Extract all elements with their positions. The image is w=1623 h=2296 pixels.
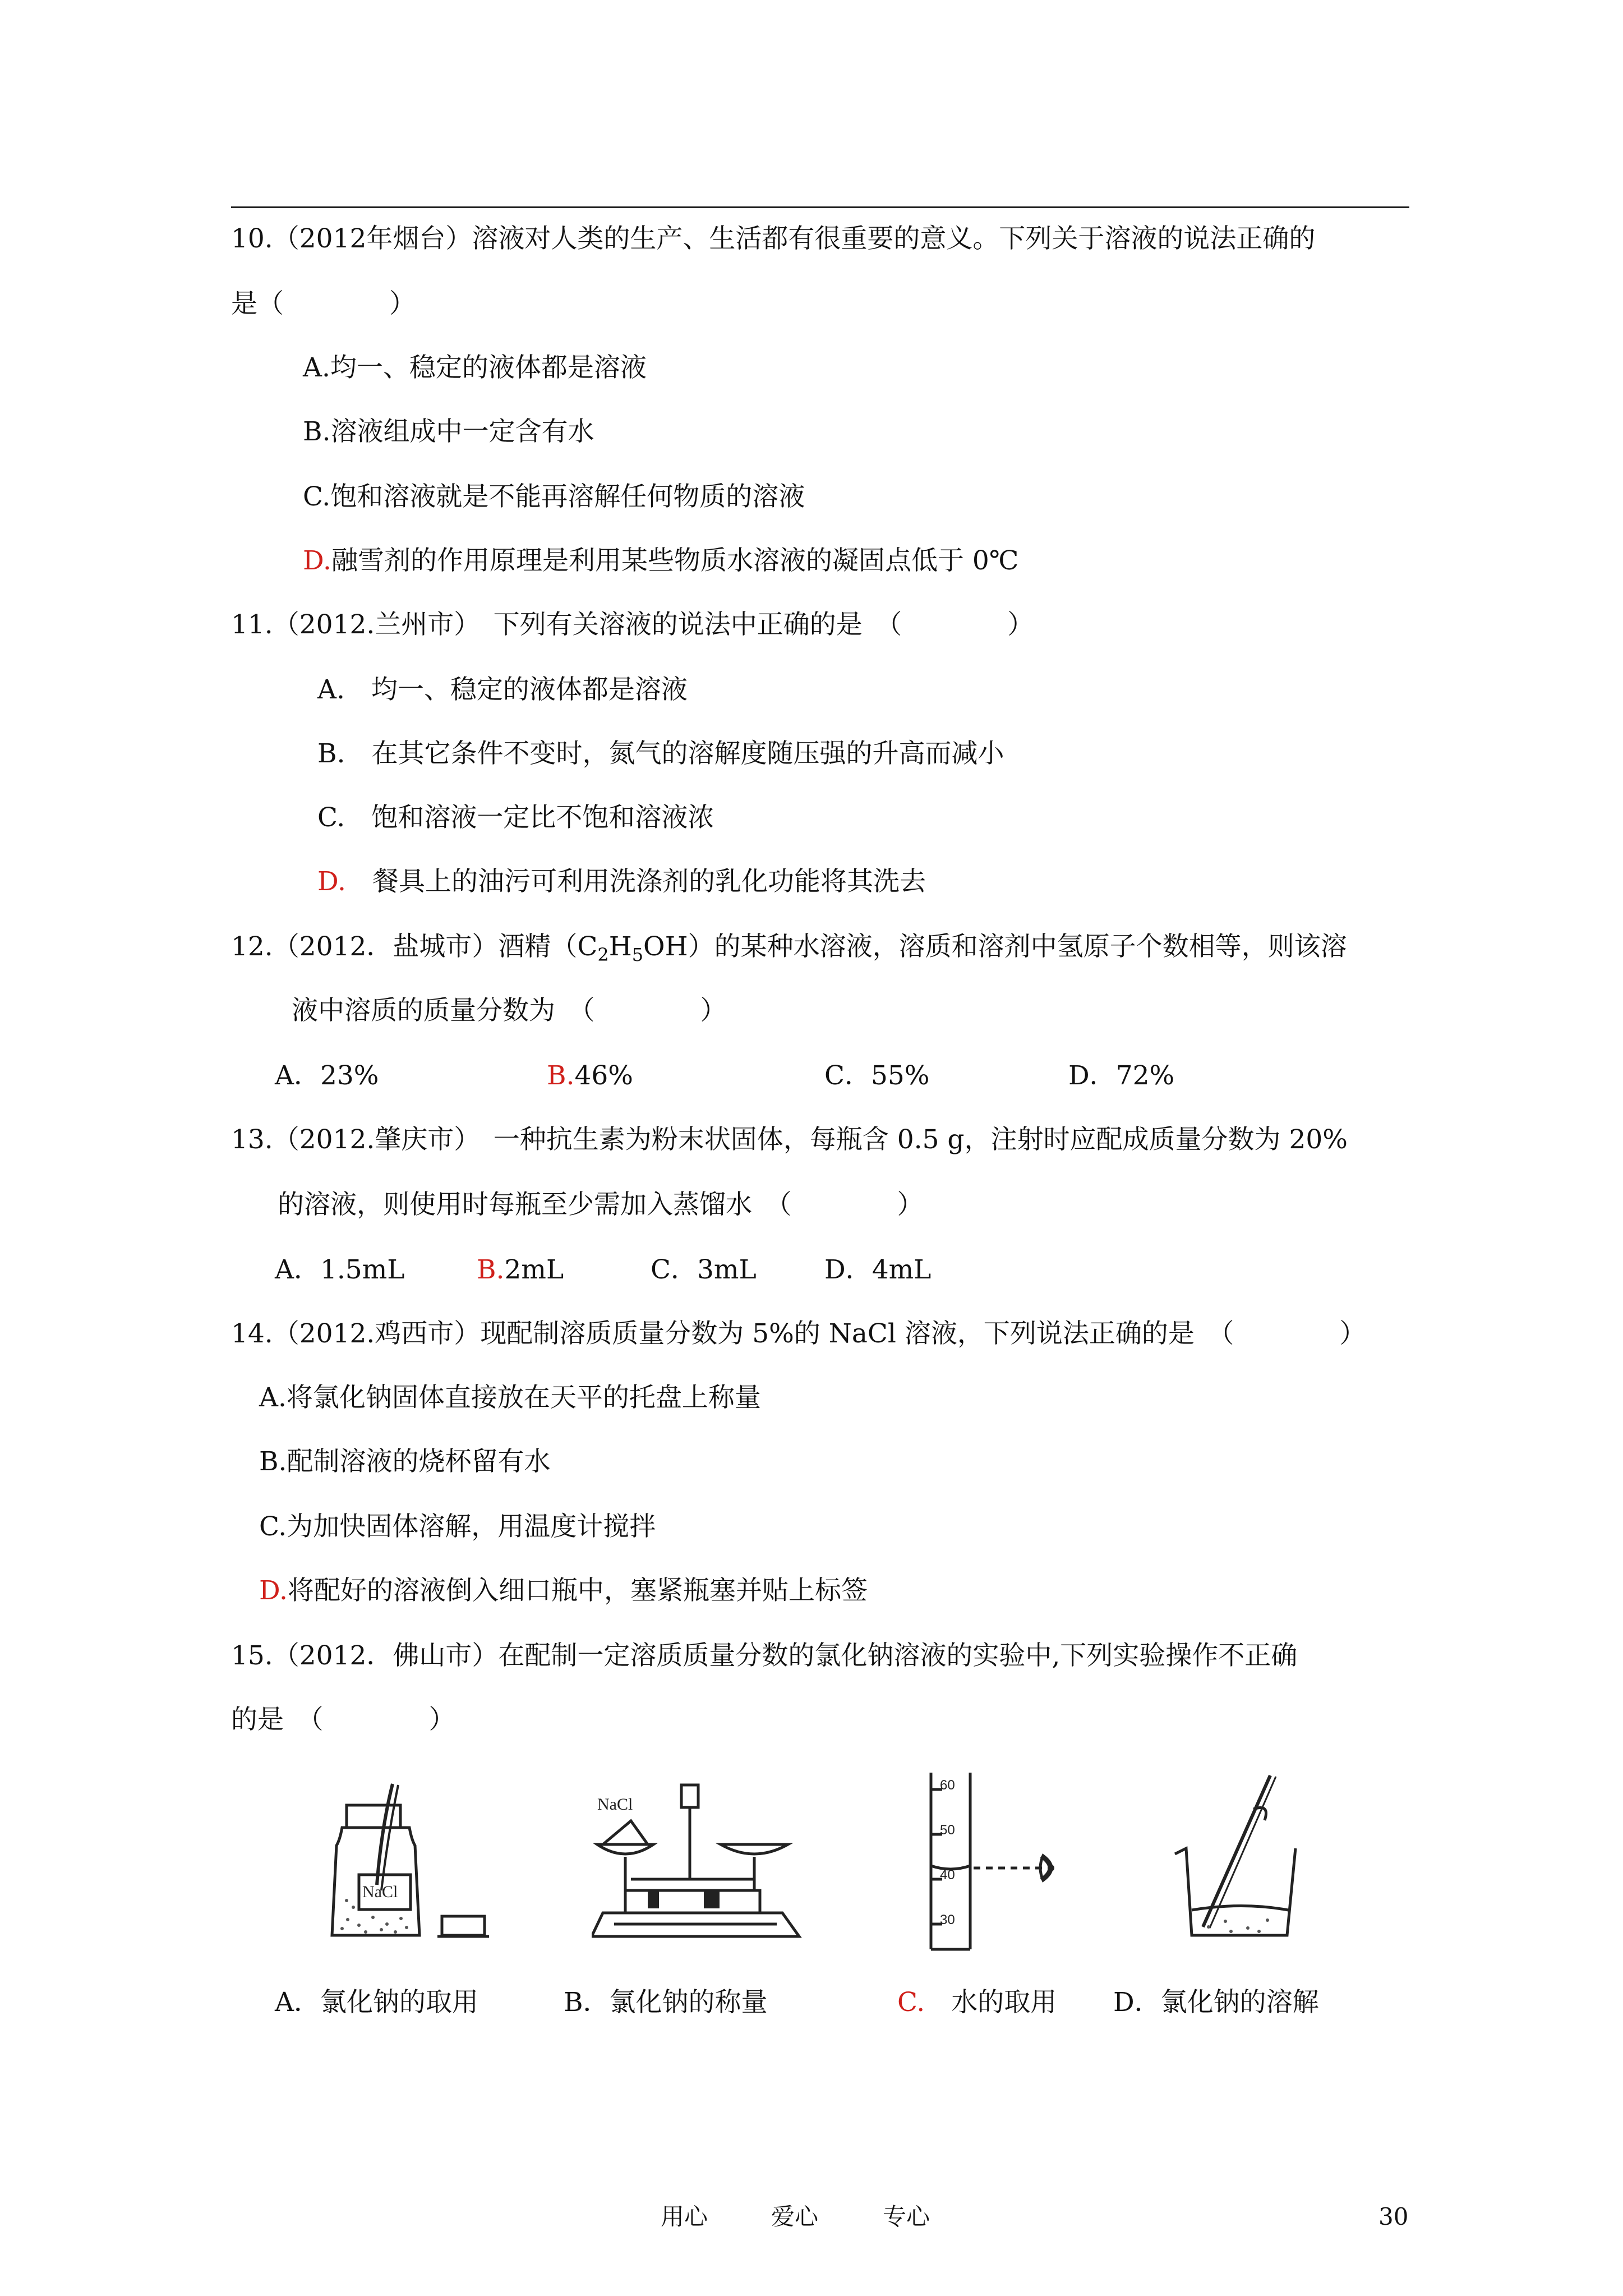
q12-stem-line-2: 液中溶质的质量分数为 （ ） (292, 995, 727, 1026)
q13-answer-letter: B. (477, 1254, 505, 1285)
q10-option-a: A.均一、稳定的液体都是溶液 (303, 352, 647, 383)
q13-option-c: C．3mL (651, 1254, 757, 1285)
q10-option-d: D.融雪剂的作用原理是利用某些物质水溶液的凝固点低于 0℃ (303, 545, 1019, 576)
graduated-cylinder-icon (920, 1767, 1105, 1958)
q11-option-a: A. 均一、稳定的液体都是溶液 (317, 674, 688, 705)
cylinder-tick-30: 30 (940, 1912, 955, 1927)
q15-caption-c: C. 水的取用 (897, 1987, 1057, 2018)
q10-answer-letter: D. (303, 545, 331, 576)
footer-center: 爱心 (771, 2203, 819, 2230)
q10-stem-line-1: 10.（2012年烟台）溶液对人类的生产、生活都有很重要的意义。下列关于溶液的说法正确的 (231, 223, 1316, 254)
balance-label: NaCl (597, 1795, 633, 1814)
q15-caption-d: D．氯化钠的溶解 (1113, 1987, 1319, 2018)
q10-option-c: C.饱和溶液就是不能再溶解任何物质的溶液 (303, 481, 805, 512)
q15-stem-line-2: 的是 （ ） (231, 1704, 455, 1735)
q10-stem-line-2: 是（ ） (231, 288, 416, 319)
footer-right: 专心 (883, 2203, 930, 2230)
q12-option-a: A．23% (275, 1060, 379, 1091)
balance-icon (592, 1773, 816, 1958)
beaker-icon (1164, 1770, 1332, 1949)
page-number: 30 (1378, 2203, 1409, 2230)
q14-option-c: C.为加快固体溶解，用温度计搅拌 (259, 1511, 656, 1542)
q11-answer-letter: D. (317, 866, 346, 897)
q11-option-c: C. 饱和溶液一定比不饱和溶液浓 (317, 802, 714, 833)
q11-option-d: D. 餐具上的油污可利用洗涤剂的乳化功能将其洗去 (317, 866, 926, 897)
reagent-bottle-icon (320, 1773, 499, 1952)
q11-option-b: B. 在其它条件不变时，氮气的溶解度随压强的升高而减小 (317, 738, 1004, 769)
q14-option-b: B.配制溶液的烧杯留有水 (259, 1446, 551, 1477)
q15-stem-line-1: 15.（2012．佛山市）在配制一定溶质质量分数的氯化钠溶液的实验中,下列实验操作不正确 (231, 1640, 1298, 1671)
cylinder-tick-40: 40 (940, 1867, 955, 1883)
q14-option-d: D.将配好的溶液倒入细口瓶中，塞紧瓶塞并贴上标签 (259, 1575, 868, 1606)
q13-option-b: B.2mL (477, 1254, 564, 1285)
bottle-label: NaCl (362, 1883, 398, 1901)
cylinder-tick-60: 60 (940, 1778, 955, 1793)
q12-option-d: D．72% (1068, 1060, 1175, 1091)
q14-option-a: A.将氯化钠固体直接放在天平的托盘上称量 (259, 1382, 761, 1413)
q14-stem: 14.（2012.鸡西市）现配制溶质质量分数为 5%的 NaCl 溶液，下列说法正确的是 （ ） (231, 1318, 1366, 1349)
q13-stem-line-2: 的溶液，则使用时每瓶至少需加入蒸馏水 （ ） (278, 1189, 924, 1220)
q13-option-a: A．1.5mL (275, 1254, 405, 1285)
q15-caption-b: B．氯化钠的称量 (564, 1987, 768, 2018)
q12-stem-line-1: 12.（2012．盐城市）酒精$(C_2H_5OH)$的某种水溶液，溶质和溶剂中氢原子个数相等，则该溶 (231, 931, 1347, 965)
q14-answer-letter: D. (259, 1575, 288, 1606)
cylinder-tick-50: 50 (940, 1823, 955, 1838)
header-rule (231, 206, 1409, 208)
q12-answer-letter: B. (547, 1060, 575, 1091)
q13-option-d: D．4mL (824, 1254, 932, 1285)
q12-option-c: C．55% (824, 1060, 930, 1091)
q10-option-b: B.溶液组成中一定含有水 (303, 416, 594, 447)
q15-caption-a: A．氯化钠的取用 (275, 1987, 478, 2018)
q12-option-b: B.46% (547, 1060, 633, 1091)
q13-stem-line-1: 13.（2012.肇庆市） 一种抗生素为粉末状固体，每瓶含 0.5 g，注射时应配成质量分数为 20% (231, 1124, 1348, 1155)
q11-stem: 11.（2012.兰州市） 下列有关溶液的说法中正确的是 （ ） (231, 609, 1034, 640)
footer-left: 用心 (661, 2203, 708, 2230)
q15-answer-letter: C. (897, 1987, 925, 2018)
